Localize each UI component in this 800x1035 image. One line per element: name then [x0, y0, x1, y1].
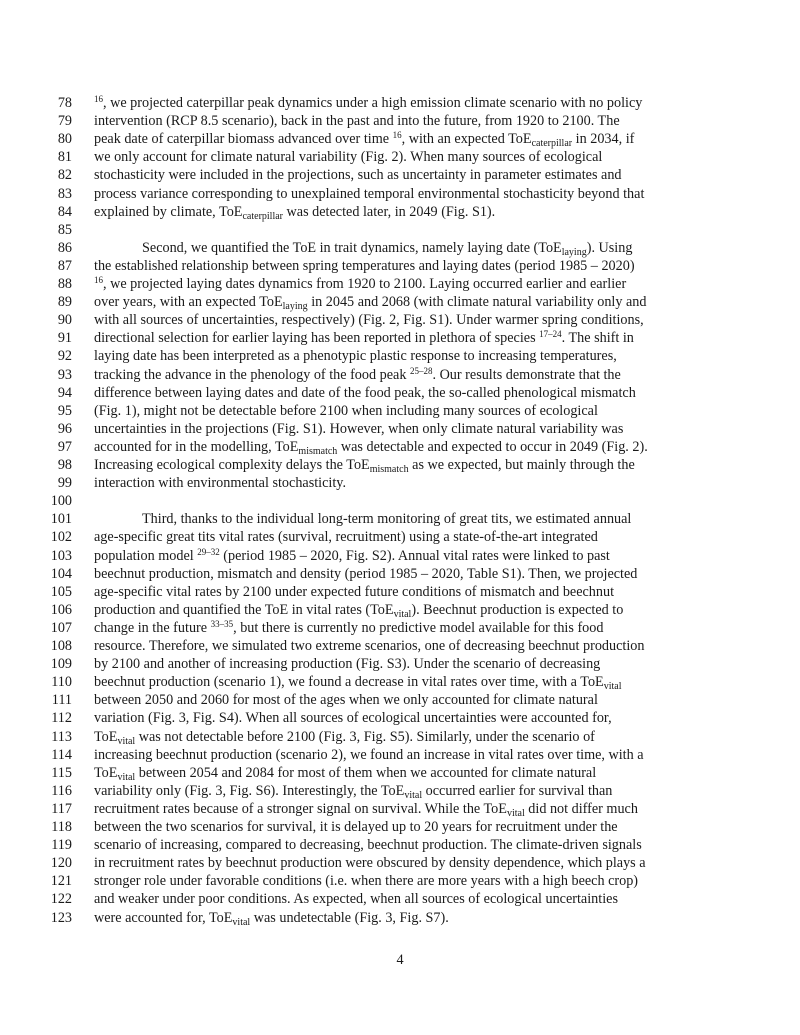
- line-number: 107: [50, 619, 72, 636]
- line-text: [94, 890, 618, 908]
- text-run: ToE: [94, 764, 118, 781]
- text-run: tracking the advance in the phenology of the food peak: [94, 366, 410, 383]
- text-line: [0, 293, 800, 311]
- text-line: [0, 800, 800, 818]
- line-number: 118: [51, 819, 72, 835]
- line-text: [94, 347, 617, 365]
- line-number: 119: [51, 837, 72, 854]
- text-line: [0, 836, 800, 854]
- text-line: [0, 130, 800, 148]
- line-text: [94, 746, 644, 764]
- line-number: 98: [57, 457, 72, 473]
- line-text: [94, 438, 648, 456]
- line-text: [94, 384, 636, 402]
- text-run: was undetectable (Fig. 3, Fig. S7).: [250, 909, 449, 926]
- line-number: 92: [57, 348, 72, 365]
- text-run: ToE: [94, 728, 118, 745]
- citation-superscript: 16: [392, 130, 402, 141]
- citation-superscript: 16: [94, 94, 103, 104]
- text-run: process variance corresponding to unexplained temporal environmental stochasticity beyond that: [94, 185, 645, 202]
- line-text: [94, 311, 644, 329]
- text-run: was not detectable before 2100 (Fig. 3, Fig. S5). Similarly, under the scenario of: [135, 728, 595, 745]
- line-text: [94, 836, 642, 854]
- text-line: [0, 728, 800, 746]
- text-run: in 2034, if: [572, 131, 635, 148]
- line-text: [94, 275, 626, 293]
- line-number: 99: [57, 475, 72, 492]
- subscript: vital: [232, 916, 251, 928]
- line-text: [94, 148, 602, 166]
- subscript: mismatch: [298, 445, 338, 457]
- line-text: [94, 130, 634, 148]
- text-run: accounted for in the modelling, ToE: [94, 438, 299, 455]
- text-line: [0, 655, 800, 673]
- line-text: [94, 728, 595, 746]
- text-line: [0, 474, 800, 492]
- subscript: caterpillar: [242, 210, 283, 222]
- text-run: beechnut production, mismatch and density (period 1985 – 2020, Table S1). Then, we projected: [94, 565, 638, 582]
- subscript: laying: [561, 246, 587, 258]
- text-run: was detected later, in 2049 (Fig. S1).: [283, 203, 496, 220]
- text-run: stochasticity were included in the projections, such as uncertainty in parameter estimates and: [94, 167, 622, 184]
- line-number: 88: [57, 276, 72, 292]
- text-line: [0, 547, 800, 565]
- line-text: [94, 818, 618, 836]
- text-run: in recruitment rates by beechnut production were obscured by density dependence, which plays a: [94, 855, 646, 872]
- text-run: . Our results demonstrate that the: [432, 366, 621, 383]
- line-text: [142, 510, 631, 528]
- text-line: [0, 257, 800, 275]
- line-text: [94, 402, 598, 420]
- text-run: , with an expected ToE: [401, 131, 532, 148]
- text-run: and weaker under poor conditions. As expected, when all sources of ecological uncertainties: [94, 891, 618, 908]
- text-run: stronger role under favorable conditions (i.e. when there are more years with a high beech crop): [94, 873, 639, 890]
- citation-superscript: 29–32: [197, 546, 220, 557]
- line-number: 103: [50, 547, 72, 564]
- text-run: variation (Fig. 3, Fig. S4). When all sources of ecological uncertainties were accounted for,: [94, 710, 612, 727]
- line-text: [94, 637, 644, 655]
- text-run: with all sources of uncertainties, respectively) (Fig. 2, Fig. S1). Under warmer spring conditions,: [94, 312, 644, 329]
- text-line: [0, 782, 800, 800]
- text-line: [0, 909, 800, 927]
- text-line: [0, 275, 800, 293]
- line-text: [142, 239, 632, 257]
- line-text: [94, 709, 612, 727]
- text-run: the established relationship between spring temperatures and laying dates (period 1985 – 2020): [94, 257, 635, 274]
- line-text: [94, 782, 612, 800]
- text-line: [0, 746, 800, 764]
- text-run: (Fig. 1), might not be detectable before 2100 when including many sources of ecological: [94, 402, 598, 419]
- text-line: [0, 438, 800, 456]
- text-run: (period 1985 – 2020, Fig. S2). Annual vital rates were linked to past: [219, 547, 610, 564]
- citation-superscript: 25–28: [409, 365, 433, 376]
- line-text: [94, 764, 596, 782]
- text-line: [0, 619, 800, 637]
- line-number: 90: [57, 312, 72, 329]
- line-text: [94, 601, 623, 619]
- line-number: 96: [57, 420, 72, 437]
- line-text: [94, 329, 634, 347]
- text-line: [0, 691, 800, 709]
- text-line: [0, 528, 800, 546]
- page-number: 4: [396, 952, 404, 968]
- citation-superscript: 33–35: [210, 618, 234, 629]
- text-run: occurred earlier for survival than: [422, 782, 613, 799]
- line-number: 79: [57, 113, 72, 130]
- text-line: [0, 456, 800, 474]
- subscript: vital: [506, 807, 525, 819]
- line-number: 101: [50, 511, 72, 528]
- line-number: 117: [51, 800, 72, 817]
- text-line: [0, 94, 800, 112]
- line-number: 89: [57, 294, 72, 311]
- text-run: increasing beechnut production (scenario 2), we found an increase in vital rates over time, with a: [94, 746, 644, 763]
- text-run: Second, we quantified the ToE in trait dynamics, namely laying date (ToE: [142, 239, 562, 256]
- citation-superscript: 16: [94, 275, 103, 285]
- line-number: 78: [57, 95, 72, 111]
- line-text: [94, 420, 623, 438]
- line-number: 122: [50, 891, 72, 908]
- text-run: variability only (Fig. 3, Fig. S6). Interestingly, the ToE: [94, 782, 405, 799]
- text-line: [0, 203, 800, 221]
- text-run: directional selection for earlier laying has been reported in plethora of species: [94, 330, 540, 347]
- line-number: 111: [51, 692, 72, 709]
- line-text: [94, 474, 346, 492]
- line-text: [94, 112, 620, 130]
- text-run: , we projected caterpillar peak dynamics under a high emission climate scenario with no policy: [103, 95, 643, 111]
- text-line: [0, 709, 800, 727]
- text-line: [0, 112, 800, 130]
- citation-superscript: 17–24: [539, 329, 562, 340]
- line-text: [94, 565, 637, 583]
- line-number: 93: [57, 366, 72, 383]
- text-line: [0, 854, 800, 872]
- line-text: [94, 185, 644, 203]
- text-run: by 2100 and another of increasing production (Fig. S3). Under the scenario of decreasing: [94, 656, 601, 673]
- line-number: 113: [51, 728, 72, 745]
- line-number: 123: [50, 909, 72, 926]
- text-run: in 2045 and 2068 (with climate natural variability only and: [307, 294, 647, 311]
- text-run: age-specific vital rates by 2100 under expected future conditions of mismatch and beechnut: [94, 583, 615, 600]
- line-number: 97: [57, 438, 72, 455]
- text-run: recruitment rates because of a stronger signal on survival. While the ToE: [94, 800, 507, 817]
- line-text: [94, 655, 600, 673]
- text-run: interaction with environmental stochasticity.: [94, 475, 347, 492]
- text-line: [0, 673, 800, 691]
- subscript: vital: [117, 771, 136, 783]
- text-line: [0, 221, 800, 239]
- text-run: uncertainties in the projections (Fig. S1). However, when only climate natural variability was: [94, 420, 624, 437]
- line-number: 100: [50, 493, 72, 510]
- text-line: [0, 764, 800, 782]
- subscript: caterpillar: [531, 138, 573, 150]
- line-number: 94: [57, 384, 72, 401]
- line-text: [94, 203, 495, 221]
- text-run: , but there is currently no predictive model available for this food: [233, 619, 604, 636]
- text-run: intervention (RCP 8.5 scenario), back in the past and into the future, from 1920 to 2100. The: [94, 113, 620, 130]
- text-line: [0, 890, 800, 908]
- line-number: 121: [50, 873, 72, 890]
- text-run: , we projected laying dates dynamics from 1920 to 2100. Laying occurred earlier and earlier: [103, 276, 627, 292]
- line-number: 83: [57, 185, 72, 202]
- text-run: scenario of increasing, compared to decreasing, beechnut production. The climate-driven signals: [94, 837, 642, 854]
- text-line: [0, 239, 800, 257]
- text-line: [0, 872, 800, 890]
- line-number: 84: [57, 203, 72, 220]
- text-run: change in the future: [94, 619, 211, 636]
- line-number: 112: [51, 710, 72, 727]
- text-line: [0, 583, 800, 601]
- text-run: was detectable and expected to occur in 2049 (Fig. 2).: [337, 438, 648, 455]
- line-number: 80: [57, 131, 72, 148]
- line-number: 115: [51, 764, 72, 781]
- line-text: [94, 366, 621, 384]
- text-run: between 2050 and 2060 for most of the ages when we only accounted for climate natural: [94, 692, 598, 709]
- subscript: mismatch: [369, 464, 409, 475]
- text-run: Third, thanks to the individual long-term monitoring of great tits, we estimated annual: [142, 511, 632, 528]
- line-number: 105: [50, 583, 72, 600]
- text-line: [0, 384, 800, 402]
- text-line: [0, 166, 800, 184]
- line-text: [94, 94, 642, 112]
- text-run: were accounted for, ToE: [94, 909, 233, 926]
- text-line: [0, 402, 800, 420]
- line-text: [94, 909, 449, 927]
- line-number: 86: [57, 239, 72, 256]
- line-number: 106: [50, 601, 72, 618]
- subscript: vital: [603, 681, 622, 693]
- text-run: did not differ much: [524, 800, 638, 817]
- line-text: [94, 854, 646, 872]
- text-run: over years, with an expected ToE: [94, 294, 283, 311]
- text-run: ). Beechnut production is expected to: [411, 601, 624, 618]
- line-number: 82: [57, 167, 72, 184]
- text-run: production and quantified the ToE in vital rates (ToE: [94, 601, 394, 618]
- line-text: [94, 456, 635, 474]
- line-number: 85: [57, 221, 72, 238]
- text-run: difference between laying dates and date of the food peak, the so-called phenological mismatch: [94, 384, 636, 401]
- line-number: 91: [57, 330, 72, 347]
- text-run: as we expected, but mainly through the: [408, 457, 635, 473]
- text-run: age-specific great tits vital rates (survival, recruitment) using a state-of-the-art integrated: [94, 529, 598, 546]
- text-run: resource. Therefore, we simulated two extreme scenarios, one of decreasing beechnut production: [94, 638, 645, 654]
- text-line: [0, 565, 800, 583]
- line-text: [94, 619, 603, 637]
- text-run: . The shift in: [561, 330, 634, 347]
- subscript: vital: [117, 735, 136, 747]
- text-run: laying date has been interpreted as a phenotypic plastic response to increasing temperatures,: [94, 348, 617, 365]
- text-run: ). Using: [586, 239, 633, 256]
- line-number: 110: [51, 674, 72, 691]
- line-text: [94, 673, 621, 691]
- line-number: 116: [51, 782, 72, 799]
- text-run: explained by climate, ToE: [94, 203, 243, 220]
- line-number: 104: [50, 565, 72, 582]
- line-text: [94, 872, 638, 890]
- text-line: [0, 420, 800, 438]
- text-line: [0, 637, 800, 655]
- text-line: [0, 329, 800, 347]
- text-run: between the two scenarios for survival, it is delayed up to 20 years for recruitment under the: [94, 819, 618, 835]
- text-line: [0, 366, 800, 384]
- line-number: 81: [57, 149, 72, 166]
- line-number: 114: [51, 746, 72, 763]
- text-line: [0, 185, 800, 203]
- line-number: 108: [50, 638, 72, 654]
- text-line: [0, 311, 800, 329]
- line-number: 102: [50, 529, 72, 546]
- text-line: [0, 601, 800, 619]
- text-run: peak date of caterpillar biomass advanced over time: [94, 131, 393, 148]
- subscript: vital: [404, 789, 423, 801]
- text-line: [0, 510, 800, 528]
- line-text: [94, 257, 635, 275]
- text-line: [0, 818, 800, 836]
- line-text: [94, 583, 614, 601]
- line-number: 87: [57, 257, 72, 274]
- text-line: [0, 148, 800, 166]
- text-run: beechnut production (scenario 1), we found a decrease in vital rates over time, with a ToE: [94, 674, 604, 691]
- text-run: between 2054 and 2084 for most of them when we accounted for climate natural: [135, 764, 597, 781]
- line-text: [94, 800, 638, 818]
- line-text: [94, 691, 598, 709]
- text-line: [0, 347, 800, 365]
- text-line: [0, 492, 800, 510]
- line-number: 120: [50, 855, 72, 872]
- text-run: Increasing ecological complexity delays the ToE: [94, 457, 370, 473]
- subscript: laying: [282, 301, 308, 313]
- line-text: [94, 528, 598, 546]
- line-number: 109: [50, 656, 72, 673]
- line-text: [94, 547, 610, 565]
- text-run: population model: [94, 547, 198, 564]
- text-run: we only account for climate natural variability (Fig. 2). When many sources of ecological: [94, 149, 603, 166]
- line-text: [94, 293, 647, 311]
- line-number: 95: [57, 402, 72, 419]
- subscript: vital: [393, 608, 412, 620]
- line-text: [94, 166, 622, 184]
